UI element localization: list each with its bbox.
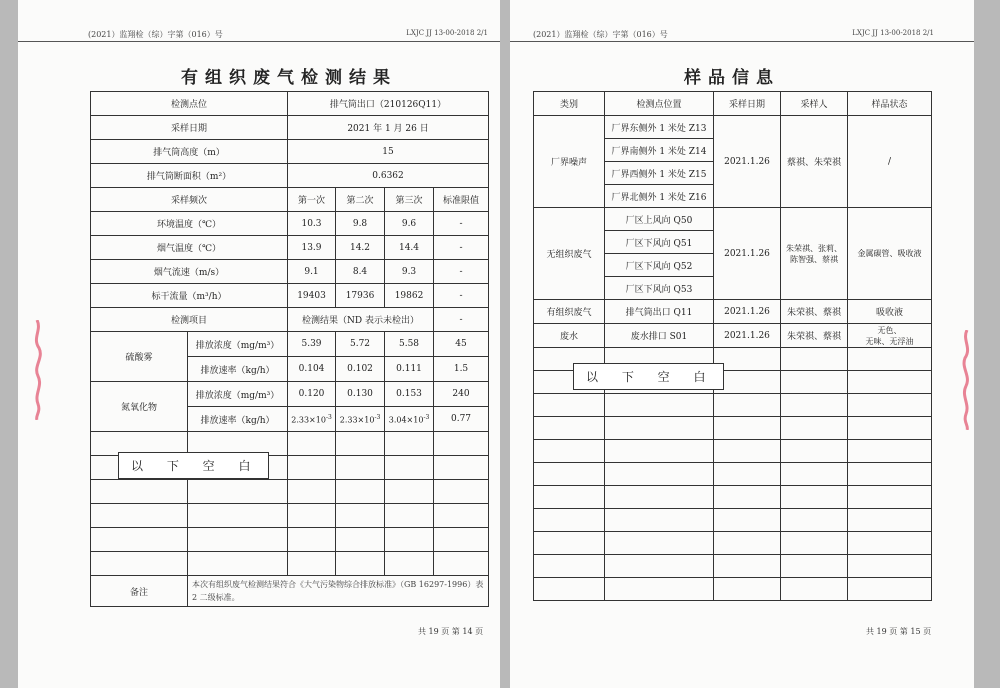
cell: 排放浓度（mg/m³） [188,382,288,407]
empty-cell [288,432,336,456]
empty-cell [336,552,385,576]
empty-cell [91,504,188,528]
empty-cell [385,432,434,456]
cell: 朱荣祺、蔡祺 [781,300,848,324]
table-row [91,92,489,116]
cell: 0.77 [434,407,489,432]
table-row [91,188,489,212]
rate-base: 2.33×10 [291,415,326,425]
cell: 5.39 [288,332,336,357]
cell: 45 [434,332,489,357]
category: 无组织废气 [534,208,605,300]
cell: 排放浓度（mg/m³） [188,332,288,357]
seal-stamp-icon [30,320,44,420]
table-row [91,576,489,607]
empty-cell [848,440,932,463]
table-row [91,212,489,236]
col-header: 标准限值 [434,188,489,212]
cell: 2021.1.26 [714,300,781,324]
right-page [510,0,974,688]
empty-cell [605,509,714,532]
empty-cell [534,440,605,463]
empty-cell [781,371,848,394]
cell [848,324,932,348]
empty-cell [605,555,714,578]
cell: 8.4 [336,260,385,284]
pollutant-name: 氮氧化物 [91,382,188,432]
empty-cell [605,463,714,486]
cell: 厂界西侧外 1 米处 Z15 [605,162,714,185]
table-row [91,260,489,284]
empty-cell [605,394,714,417]
empty-cell [385,480,434,504]
cell: 蔡祺、朱荣祺 [781,116,848,208]
cell: 烟气流速（m/s） [91,260,288,284]
col-header: 类别 [534,92,605,116]
cell: 19403 [288,284,336,308]
empty-cell [848,486,932,509]
rate-exponent: -3 [325,413,332,421]
date-value: 2021 年 1 月 26 日 [288,116,489,140]
empty-cell [848,509,932,532]
empty-cell [714,486,781,509]
col-header: 第三次 [385,188,434,212]
empty-cell [336,456,385,480]
empty-cell [714,509,781,532]
empty-cell [781,509,848,532]
freq-label: 采样频次 [91,188,288,212]
empty-cell [781,417,848,440]
empty-cell [781,578,848,601]
cell: 环境温度（℃） [91,212,288,236]
point-value: 排气筒出口（210126Q11） [288,92,489,116]
empty-cell [714,463,781,486]
empty-cell [385,504,434,528]
cell: - [434,284,489,308]
cell: 朱荣祺、张莉、陈智强、蔡祺 [781,208,848,300]
height-value: 15 [288,140,489,164]
empty-cell [534,463,605,486]
empty-cell [434,552,489,576]
table-row [91,308,489,332]
emission-results-table [90,91,489,607]
sample-info-table [533,91,932,601]
cell: 0.111 [385,357,434,382]
point-label: 检测点位 [91,92,288,116]
empty-cell [288,528,336,552]
seal-stamp-icon [960,330,974,430]
empty-cell [385,528,434,552]
cell: 0.130 [336,382,385,407]
cell: 厂区下风向 Q52 [605,254,714,277]
empty-cell [534,394,605,417]
empty-cell [91,480,188,504]
item-label: 检测项目 [91,308,288,332]
cell: - [434,212,489,236]
table-row [534,116,932,139]
report-number: (2021）监翔检（综）字第（016）号 [533,30,668,39]
cell: 9.3 [385,260,434,284]
empty-cell [188,528,288,552]
cell: 排气筒出口 Q11 [605,300,714,324]
table-header-row [534,92,932,116]
cell: 朱荣祺、蔡祺 [781,324,848,348]
col-header: 检测点位置 [605,92,714,116]
empty-cell [848,371,932,394]
empty-cell [434,432,489,456]
cell [288,407,336,432]
empty-cell [714,555,781,578]
date-label: 采样日期 [91,116,288,140]
empty-cell [605,532,714,555]
col-header: 样品状态 [848,92,932,116]
empty-cell [534,509,605,532]
cell: 厂区上风向 Q50 [605,208,714,231]
cell [385,407,434,432]
empty-cell [288,504,336,528]
cell: 240 [434,382,489,407]
table-row [91,164,489,188]
left-page [18,0,500,688]
col-header: 第一次 [288,188,336,212]
doc-code: LXJC JJ 13-00-2018 2/1 [406,29,488,37]
remark-text: 本次有组织废气检测结果符合《大气污染物综合排放标准》（GB 16297-1996）表 2 二级标准。 [188,576,489,607]
empty-cell [534,417,605,440]
table-row [91,140,489,164]
page-title: 样品信息 [684,68,780,88]
doc-code: LXJC JJ 13-00-2018 2/1 [852,29,934,37]
empty-cell [781,348,848,371]
cell: 厂界东侧外 1 米处 Z13 [605,116,714,139]
table-row [91,332,489,357]
empty-cell [848,555,932,578]
empty-cell [605,578,714,601]
cell: 厂区下风向 Q53 [605,277,714,300]
height-label: 排气筒高度（m） [91,140,288,164]
empty-cell [434,480,489,504]
cell: 14.4 [385,236,434,260]
category: 有组织废气 [534,300,605,324]
cell: 9.6 [385,212,434,236]
empty-cell [781,440,848,463]
rate-exponent: -3 [374,413,381,421]
empty-cell [781,394,848,417]
cell: 标干流量（m³/h） [91,284,288,308]
right-header [510,27,974,42]
empty-cell [534,486,605,509]
empty-cell [385,456,434,480]
cell: - [434,260,489,284]
cell: - [434,308,489,332]
table-row [91,382,489,407]
cell [336,407,385,432]
result-label: 检测结果（ND 表示未检出） [288,308,434,332]
empty-cell [714,394,781,417]
empty-cell [605,417,714,440]
category: 废水 [534,324,605,348]
state-line: 无色、 [877,325,902,335]
area-value: 0.6362 [288,164,489,188]
rate-base: 2.33×10 [339,415,375,425]
empty-cell [336,432,385,456]
empty-cell [91,552,188,576]
empty-cell [534,532,605,555]
category: 厂界噪声 [534,116,605,208]
cell: - [434,236,489,260]
blank-marker: 以 下 空 白 [573,363,724,390]
empty-cell [848,394,932,417]
empty-cell [848,463,932,486]
cell: 9.8 [336,212,385,236]
empty-cell [288,552,336,576]
empty-cell [288,456,336,480]
left-header [18,27,500,42]
table-row [91,116,489,140]
cell: / [848,116,932,208]
empty-cell [188,480,288,504]
cell: 烟气温度（℃） [91,236,288,260]
cell: 5.58 [385,332,434,357]
empty-cell [848,532,932,555]
empty-cell [714,578,781,601]
empty-cell [848,348,932,371]
table-row [534,324,932,348]
cell: 1.5 [434,357,489,382]
cell: 13.9 [288,236,336,260]
empty-cell [434,528,489,552]
table-row [534,208,932,231]
cell: 排放速率（kg/h） [188,407,288,432]
col-header: 第二次 [336,188,385,212]
rate-exponent: -3 [423,413,430,421]
cell: 吸收液 [848,300,932,324]
empty-cell [605,486,714,509]
empty-cell [336,480,385,504]
col-header: 采样人 [781,92,848,116]
cell: 0.104 [288,357,336,382]
cell: 0.153 [385,382,434,407]
cell: 2021.1.26 [714,208,781,300]
cell: 厂区下风向 Q51 [605,231,714,254]
cell: 17936 [336,284,385,308]
cell: 2021.1.26 [714,324,781,348]
cell: 废水排口 S01 [605,324,714,348]
area-label: 排气筒断面积（m²） [91,164,288,188]
empty-cell [91,528,188,552]
empty-cell [848,578,932,601]
cell: 厂界北侧外 1 米处 Z16 [605,185,714,208]
state-line: 无味、无浮油 [865,336,914,346]
remark-label: 备注 [91,576,188,607]
table-row [91,284,489,308]
empty-cell [781,486,848,509]
col-header: 采样日期 [714,92,781,116]
cell: 0.120 [288,382,336,407]
blank-marker: 以 下 空 白 [118,452,269,479]
empty-cell [605,440,714,463]
page-footer: 共 19 页 第 14 页 [418,627,484,636]
empty-cell [434,456,489,480]
empty-cell [188,552,288,576]
empty-cell [781,463,848,486]
empty-cell [781,555,848,578]
empty-cell [534,578,605,601]
empty-cell [714,532,781,555]
cell: 金属碳管、吸收液 [848,208,932,300]
empty-cell [781,532,848,555]
empty-cell [336,504,385,528]
table-row [91,236,489,260]
cell: 0.102 [336,357,385,382]
cell: 厂界南侧外 1 米处 Z14 [605,139,714,162]
page-title: 有组织废气检测结果 [181,68,397,88]
cell: 排放速率（kg/h） [188,357,288,382]
cell: 9.1 [288,260,336,284]
empty-cell [385,552,434,576]
cell: 14.2 [336,236,385,260]
empty-cell [714,440,781,463]
rate-base: 3.04×10 [388,415,424,425]
empty-cell [848,417,932,440]
cell: 2021.1.26 [714,116,781,208]
cell: 5.72 [336,332,385,357]
empty-cell [336,528,385,552]
empty-cell [434,504,489,528]
table-row [534,300,932,324]
cell: 19862 [385,284,434,308]
empty-cell [714,417,781,440]
report-number: (2021）监翔检（综）字第（016）号 [88,30,223,39]
cell: 10.3 [288,212,336,236]
page-footer: 共 19 页 第 15 页 [866,627,932,636]
empty-cell [288,480,336,504]
empty-cell [534,555,605,578]
pollutant-name: 硫酸雾 [91,332,188,382]
empty-cell [188,504,288,528]
